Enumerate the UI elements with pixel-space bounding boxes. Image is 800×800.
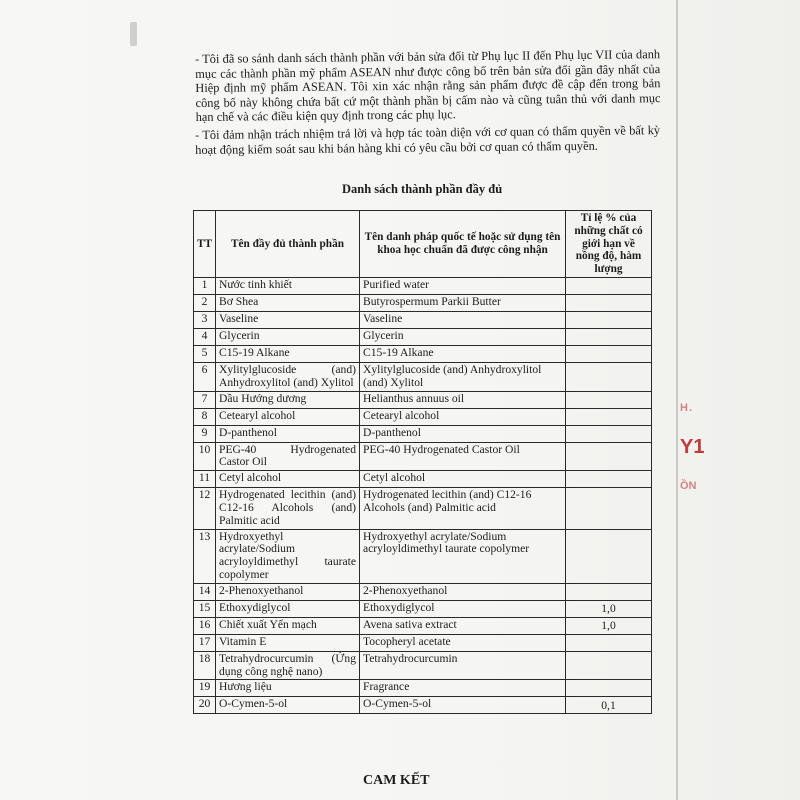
stamp-fragment-top: H. (680, 402, 693, 414)
table-row (194, 425, 652, 442)
row-number: 7 (194, 391, 216, 408)
ingredient-name: D-panthenol (216, 425, 360, 442)
inci-name: Tetrahydrocurcumin (360, 651, 566, 680)
inci-name: Fragrance (360, 680, 566, 697)
table-header-row (194, 211, 652, 278)
ingredients-table (193, 210, 652, 714)
inci-name: Glycerin (360, 328, 566, 345)
row-number: 5 (194, 345, 216, 362)
percent-value (566, 408, 652, 425)
table-row (194, 345, 652, 362)
stamp-fragment-bottom: ỒN (680, 480, 697, 492)
ingredient-name: Bơ Shea (216, 294, 360, 311)
declaration-paragraph-2: - Tôi đảm nhận trách nhiệm trả lời và hợp tác toàn diện với cơ quan có thẩm quyền về bất kỳ hoạt động kiểm soát sau khi bán hàng khi có yêu cầu bởi cơ quan có thẩm quyền. (195, 123, 661, 157)
table-row (194, 277, 652, 294)
ingredient-name: C15-19 Alkane (216, 345, 360, 362)
inci-name: Hydroxyethyl acrylate/Sodium acryloyldimethyl taurate copolymer (360, 529, 566, 583)
row-number: 20 (194, 697, 216, 714)
inci-name: Cetyl alcohol (360, 471, 566, 488)
table-row (194, 362, 652, 391)
percent-value (566, 328, 652, 345)
inci-name: Avena sativa extract (360, 617, 566, 634)
ingredient-name: Chiết xuất Yến mạch (216, 617, 360, 634)
row-number: 12 (194, 488, 216, 529)
inci-name: Purified water (360, 277, 566, 294)
row-number: 16 (194, 617, 216, 634)
inci-name: D-panthenol (360, 425, 566, 442)
percent-value: 0,1 (566, 697, 652, 714)
declaration-paragraph-1: - Tôi đã so sánh danh sách thành phần với bản sửa đổi từ Phụ lục II đến Phụ lục VII của danh mục các thành phần mỹ phẩm ASEAN như được công bố trên bản sửa đổi gần đây nhất của Hiệp định mỹ phẩm ASEAN. Tôi xin xác nhận rằng sản phẩm được đề cập đến trong bản công bố này không chứa bất cứ một thành phần bị cấm nào và cũng tuân thủ với danh mục hạn chế và các điều kiện quy định trong các phụ lục. (195, 47, 661, 124)
percent-value (566, 634, 652, 651)
stamp-fragment-middle: Y1 (680, 436, 705, 458)
row-number: 3 (194, 311, 216, 328)
percent-value: 1,0 (566, 600, 652, 617)
ingredient-name: Hydrogenated lecithin (and) C12-16 Alcohols (and) Palmitic acid (216, 488, 360, 529)
ingredient-name: Hương liệu (216, 680, 360, 697)
ingredient-name: Xylitylglucoside (and) Anhydroxylitol (and) Xylitol (216, 362, 360, 391)
row-number: 4 (194, 328, 216, 345)
table-row (194, 697, 652, 714)
percent-value (566, 345, 652, 362)
percent-value (566, 391, 652, 408)
percent-value (566, 425, 652, 442)
ingredient-name: O-Cymen-5-ol (216, 697, 360, 714)
ingredient-name: Nước tinh khiết (216, 277, 360, 294)
percent-value (566, 583, 652, 600)
ingredient-name: Ethoxydiglycol (216, 600, 360, 617)
table-row (194, 634, 652, 651)
percent-value (566, 488, 652, 529)
percent-value (566, 471, 652, 488)
ingredient-name: 2-Phenoxyethanol (216, 583, 360, 600)
table-row (194, 651, 652, 680)
table-row (194, 294, 652, 311)
header-inci-name: Tên danh pháp quốc tế hoặc sử dụng tên khoa học chuẩn đã được công nhận (360, 211, 566, 278)
row-number: 6 (194, 362, 216, 391)
inci-name: Vaseline (360, 311, 566, 328)
table-title: Danh sách thành phần đầy đủ (342, 182, 503, 196)
inci-name: Helianthus annuus oil (360, 391, 566, 408)
header-tt: TT (194, 211, 216, 278)
row-number: 19 (194, 680, 216, 697)
ingredient-name: Cetearyl alcohol (216, 408, 360, 425)
ingredient-name: PEG-40 Hydrogenated Castor Oil (216, 442, 360, 471)
table-row (194, 680, 652, 697)
table-row (194, 471, 652, 488)
ingredient-name: Vitamin E (216, 634, 360, 651)
row-number: 8 (194, 408, 216, 425)
ingredient-name: Vaseline (216, 311, 360, 328)
row-number: 11 (194, 471, 216, 488)
header-percent: Tỉ lệ % của những chất có giới hạn về nồng độ, hàm lượng (566, 211, 652, 278)
percent-value (566, 311, 652, 328)
table-row (194, 529, 652, 583)
inci-name: Xylitylglucoside (and) Anhydroxylitol (and) Xylitol (360, 362, 566, 391)
inci-name: Butyrospermum Parkii Butter (360, 294, 566, 311)
row-number: 15 (194, 600, 216, 617)
table-row (194, 328, 652, 345)
inci-name: 2-Phenoxyethanol (360, 583, 566, 600)
ingredient-name: Tetrahydrocurcumin (Ứng dụng công nghệ nano) (216, 651, 360, 680)
inci-name: C15-19 Alkane (360, 345, 566, 362)
row-number: 18 (194, 651, 216, 680)
row-number: 9 (194, 425, 216, 442)
table-row (194, 488, 652, 529)
ingredient-name: Dầu Hướng dương (216, 391, 360, 408)
table-row (194, 442, 652, 471)
row-number: 1 (194, 277, 216, 294)
inci-name: Hydrogenated lecithin (and) C12-16 Alcohols (and) Palmitic acid (360, 488, 566, 529)
commitment-heading: CAM KẾT (363, 773, 430, 788)
inci-name: Tocopheryl acetate (360, 634, 566, 651)
row-number: 13 (194, 529, 216, 583)
table-row (194, 391, 652, 408)
percent-value (566, 651, 652, 680)
page-edge (676, 0, 678, 800)
percent-value (566, 680, 652, 697)
row-number: 14 (194, 583, 216, 600)
percent-value (566, 362, 652, 391)
inci-name: O-Cymen-5-ol (360, 697, 566, 714)
inci-name: PEG-40 Hydrogenated Castor Oil (360, 442, 566, 471)
table-row (194, 311, 652, 328)
row-number: 17 (194, 634, 216, 651)
ingredient-name: Cetyl alcohol (216, 471, 360, 488)
percent-value (566, 442, 652, 471)
ingredient-name: Glycerin (216, 328, 360, 345)
row-number: 2 (194, 294, 216, 311)
table-row (194, 408, 652, 425)
header-full-name: Tên đầy đủ thành phần (216, 211, 360, 278)
ingredient-name: Hydroxyethyl acrylate/Sodium acryloyldimethyl taurate copolymer (216, 529, 360, 583)
table-row (194, 583, 652, 600)
table-row (194, 600, 652, 617)
row-number: 10 (194, 442, 216, 471)
inci-name: Cetearyl alcohol (360, 408, 566, 425)
table-row (194, 617, 652, 634)
percent-value (566, 277, 652, 294)
percent-value: 1,0 (566, 617, 652, 634)
percent-value (566, 529, 652, 583)
punch-hole (130, 22, 137, 46)
percent-value (566, 294, 652, 311)
inci-name: Ethoxydiglycol (360, 600, 566, 617)
